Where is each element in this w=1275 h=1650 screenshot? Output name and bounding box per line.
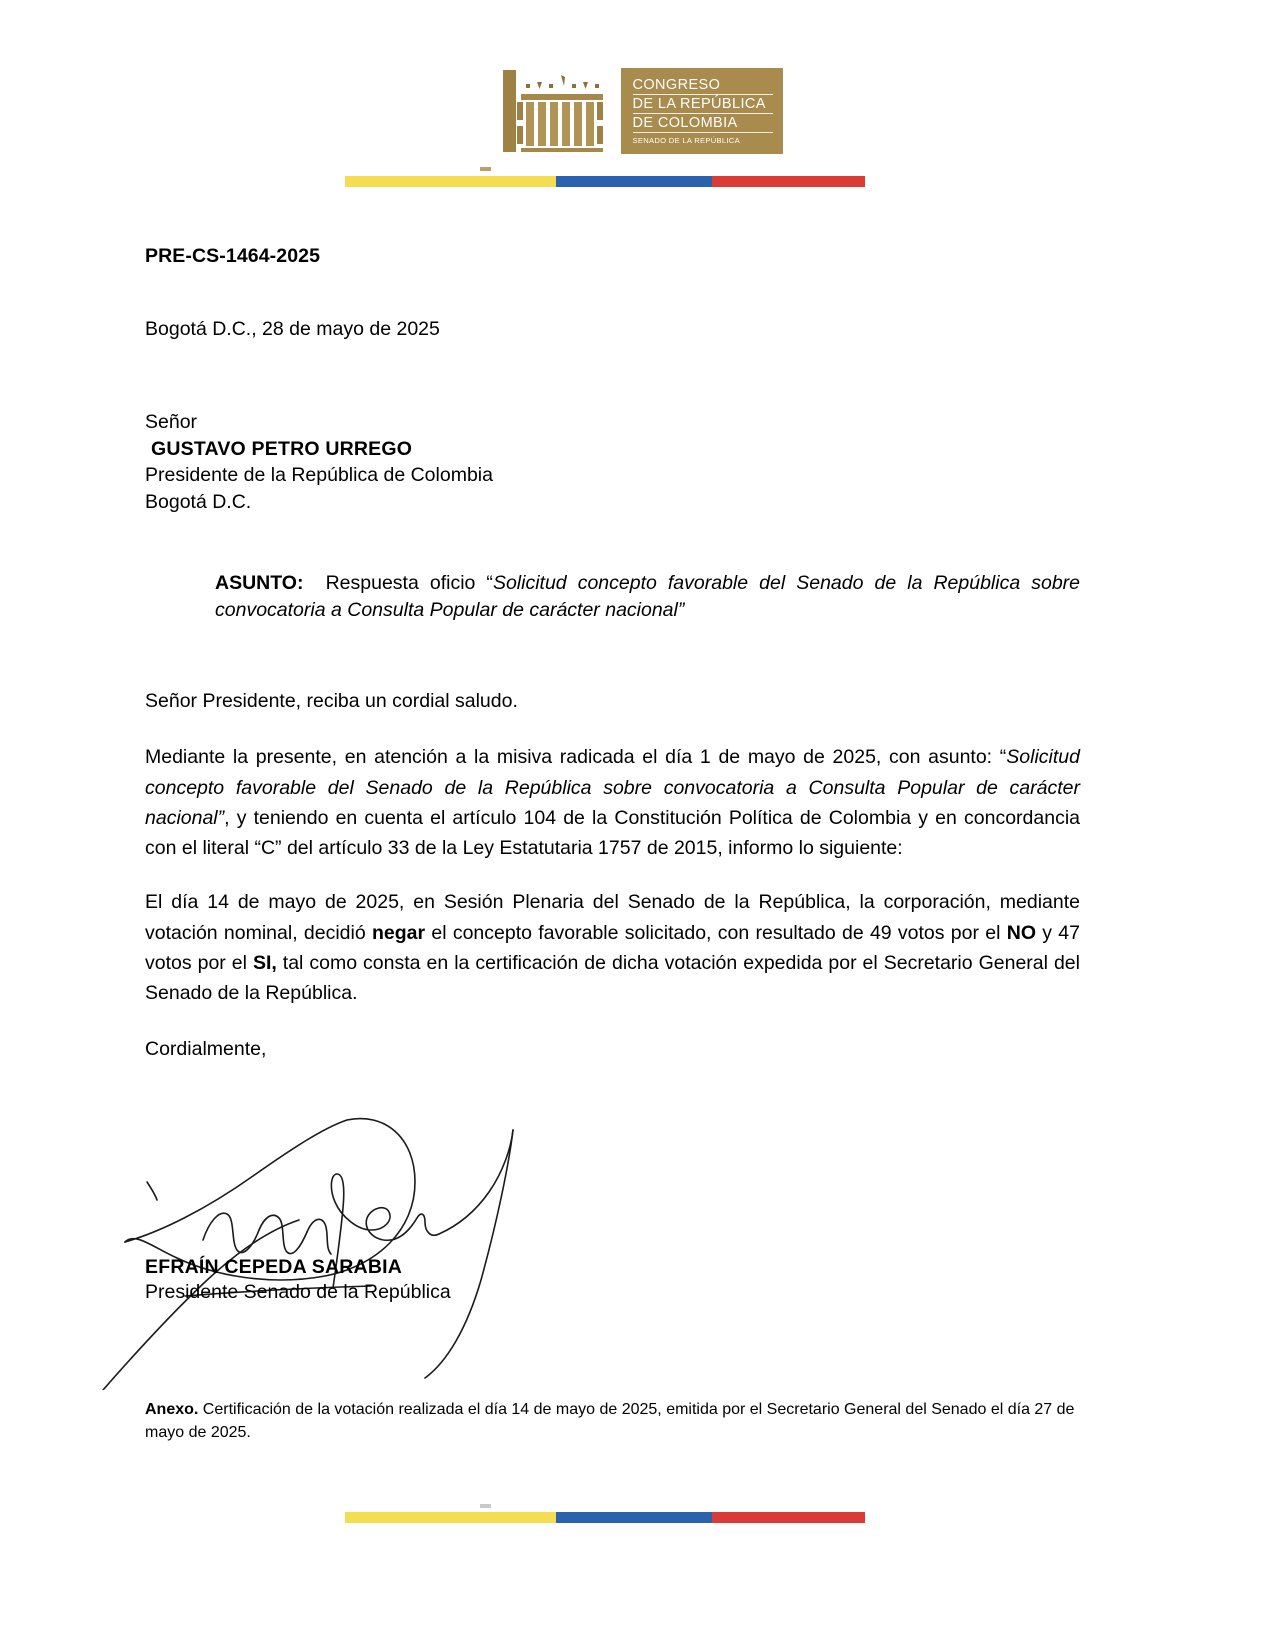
logo-line-republica: DE LA REPÚBLICA (633, 97, 773, 114)
handwritten-signature (85, 1090, 565, 1390)
paragraph2-text-part1: El día 14 de mayo de 2025, en Sesión Plenaria del Senado de la República, la corporación, mediante votación nominal, decidió (145, 891, 1080, 944)
signer-block (145, 1255, 745, 1306)
closing-line: Cordialmente, (145, 1038, 267, 1061)
paragraph-antecedentes (145, 742, 1080, 863)
logo-line-congreso: CONGRESO (633, 78, 773, 95)
addressee-block (145, 409, 1080, 515)
addressee-name: GUSTAVO PETRO URREGO (151, 437, 413, 460)
header-ornament (480, 167, 491, 171)
subject-label: ASUNTO: (215, 572, 304, 595)
signer-title: Presidente Senado de la República (145, 1281, 451, 1304)
footer-ornament (480, 1504, 491, 1508)
logo-line-senado: SENADO DE LA REPÚBLICA (632, 136, 740, 146)
capitol-building-icon (493, 62, 621, 158)
reference-code: PRE-CS-1464-2025 (145, 245, 321, 267)
decision-keyword: negar (371, 921, 426, 944)
tricolor-blue-segment (556, 176, 712, 187)
signer-name: EFRAÍN CEPEDA SARABIA (145, 1256, 402, 1278)
annex-text: Certificación de la votación realizada el día 14 de mayo de 2025, emitida por el Secretario General del Senado el día 27 de mayo de 2025. (145, 1401, 1075, 1442)
subject-quote: Solicitud concepto favorable del Senado de la República sobre convocatoria a Consulta Popular de carácter nacional” (215, 572, 1081, 622)
paragraph1-quoted-subject: Solicitud concepto favorable del Senado de la República sobre convocatoria a Consulta Popular de carácter nacional” (145, 746, 1080, 829)
paragraph-decision (145, 887, 1080, 1008)
congress-logo (493, 62, 783, 158)
letterhead (0, 62, 1275, 158)
tricolor-red-segment-bottom (712, 1512, 865, 1523)
tricolor-red-segment (712, 176, 865, 187)
subject-block (145, 570, 1080, 624)
tricolor-bar-bottom (345, 1512, 865, 1523)
logo-line-colombia: DE COLOMBIA (633, 116, 773, 133)
votes-no-label: NO (1006, 921, 1036, 944)
paragraph2-text-part4: tal como consta en la certificación de dicha votación expedida por el Secretario General del Senado de la República. (145, 951, 1080, 1004)
paragraph2-text-part3: y 47 votos por el (145, 921, 1080, 974)
city-and-date: Bogotá D.C., 28 de mayo de 2025 (145, 317, 440, 340)
addressee-salutation: Señor (145, 411, 198, 434)
tricolor-bar-top (345, 176, 865, 187)
tricolor-yellow-segment-bottom (345, 1512, 556, 1523)
addressee-title: Presidente de la República de Colombia (145, 464, 493, 487)
letter-body (145, 243, 1080, 1064)
congress-logo-plate (621, 68, 783, 154)
tricolor-blue-segment-bottom (556, 1512, 712, 1523)
votes-si-label: SI, (252, 951, 277, 974)
tricolor-yellow-segment (345, 176, 556, 187)
annex-label: Anexo. (145, 1401, 199, 1418)
annex-note (145, 1398, 1080, 1444)
addressee-city: Bogotá D.C. (145, 490, 252, 513)
paragraph2-text-part2: el concepto favorable solicitado, con resultado de 49 votos por el (425, 921, 1007, 944)
paragraph1-text-part2: , y teniendo en cuenta el artículo 104 de la Constitución Política de Colombia y en concordancia con el literal “C” del artículo 33 de la Ley Estatutaria 1757 de 2015, informo lo siguiente: (145, 806, 1080, 860)
paragraph1-text-part1: Mediante la presente, en atención a la misiva radicada el día 1 de mayo de 2025, con asunto: “ (145, 746, 1007, 769)
greeting-paragraph: Señor Presidente, reciba un cordial saludo. (145, 690, 518, 713)
subject-intro: Respuesta oficio “ (325, 572, 493, 595)
